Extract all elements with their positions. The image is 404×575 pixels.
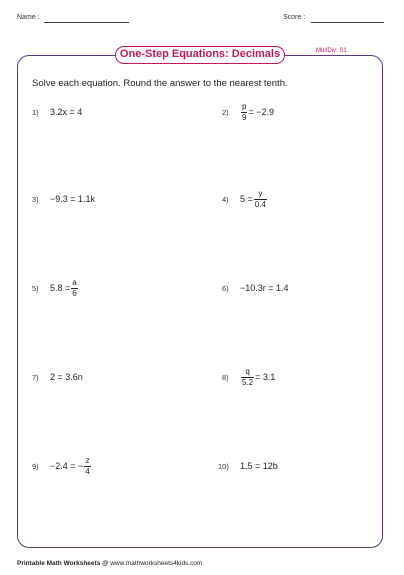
- instructions: Solve each equation. Round the answer to the nearest tenth.: [32, 78, 288, 89]
- equation-text: 2 = 3.6n: [50, 372, 83, 382]
- problem-number: 9): [32, 461, 39, 471]
- problem-9: [32, 454, 92, 478]
- equation-text: = −2.9: [248, 107, 274, 117]
- footer: [17, 560, 202, 567]
- problem-number: 8): [222, 372, 229, 382]
- problem-number: 3): [32, 194, 39, 204]
- equation-text: 5.8 =: [50, 283, 71, 293]
- worksheet-title: One-Step Equations: Decimals: [115, 46, 285, 64]
- fraction: $\frac{a}{6}$: [72, 277, 77, 298]
- equation-text: 5 =: [240, 194, 253, 204]
- problem-8: [222, 365, 275, 389]
- fraction: $\frac{z}{4}$: [85, 455, 90, 476]
- problem-5: [32, 276, 79, 300]
- level-tag: Mul/Div: S1: [316, 48, 347, 54]
- score-label: Score :: [283, 14, 306, 21]
- equation-text: −9.3 = 1.1k: [50, 194, 96, 204]
- fraction: $\frac{q}{5.2}$: [242, 366, 254, 387]
- fraction: $\frac{p}{9}$: [242, 101, 247, 122]
- problem-3: [32, 187, 95, 211]
- problem-6: [222, 276, 289, 300]
- problem-number: 2): [222, 107, 229, 117]
- problem-number: 7): [32, 372, 39, 382]
- footer-site[interactable]: www.mathworksheets4kids.com: [110, 560, 203, 567]
- equation-text: 1.5 = 12b: [240, 461, 278, 471]
- problem-7: [32, 365, 83, 389]
- name-line: [44, 22, 129, 23]
- equation-text: −2.4 = −: [50, 461, 84, 471]
- equation-text: 3.2x = 4: [50, 107, 83, 117]
- problem-number: 10): [218, 461, 229, 471]
- problem-number: 4): [222, 194, 229, 204]
- problem-10: [218, 454, 278, 478]
- equation-text: −10.3r = 1.4: [240, 283, 289, 293]
- problem-4: [222, 187, 268, 211]
- problem-number: 1): [32, 107, 39, 117]
- fraction: $\frac{y}{0.4}$: [254, 188, 266, 209]
- problem-1: [32, 100, 82, 124]
- score-line: [311, 22, 384, 23]
- name-label: Name :: [17, 14, 40, 21]
- problem-number: 5): [32, 283, 39, 293]
- equation-text: = 3.1: [255, 372, 276, 382]
- footer-label: Printable Math Worksheets @: [17, 560, 109, 567]
- problem-number: 6): [222, 283, 229, 293]
- problem-2: [222, 100, 274, 124]
